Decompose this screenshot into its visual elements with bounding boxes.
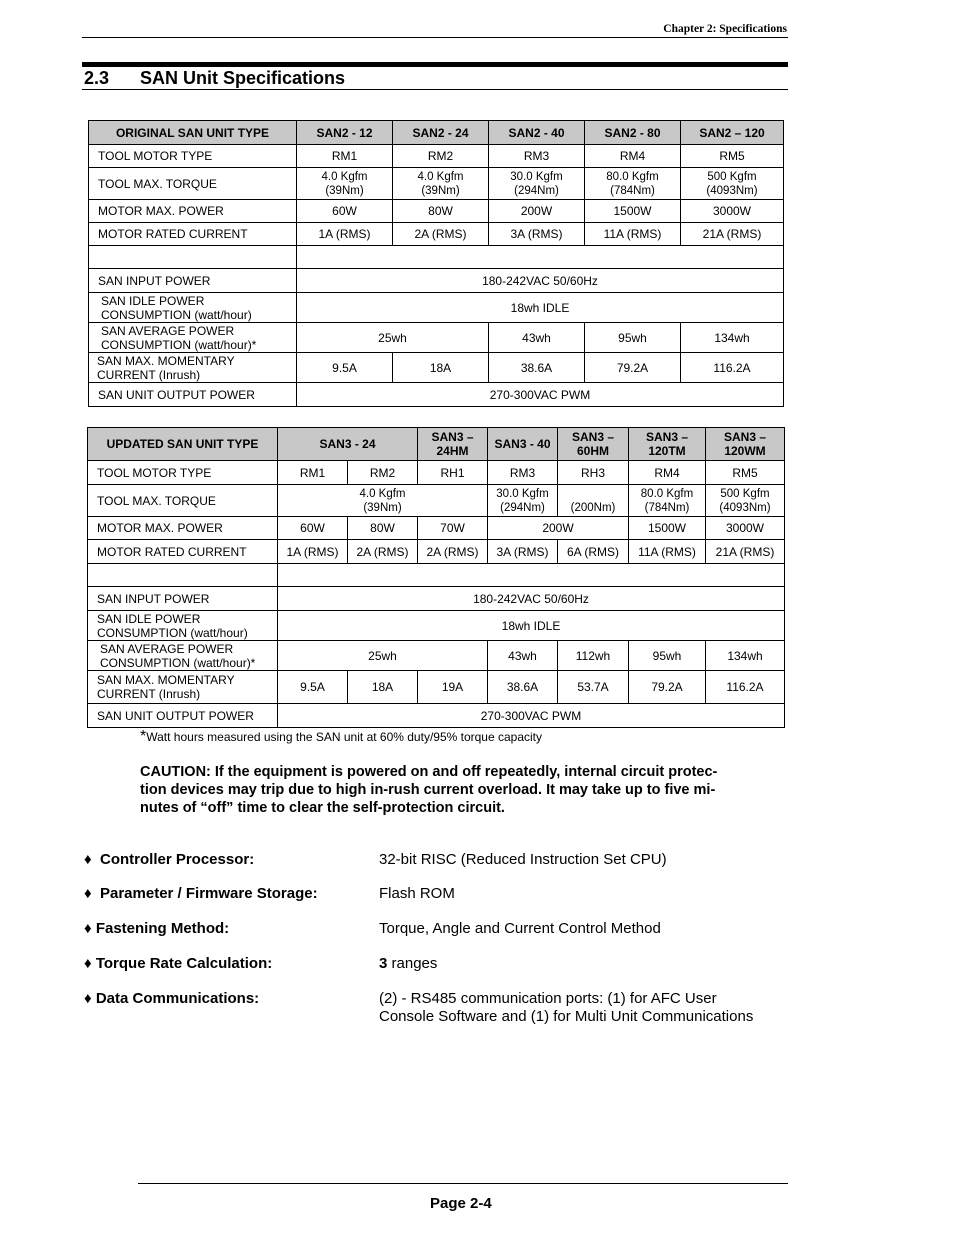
table-cell: 134wh: [706, 641, 785, 671]
table-cell: 2A (RMS): [418, 540, 488, 564]
header-cell: SAN2 - 12: [297, 121, 393, 145]
row-label: [89, 323, 297, 353]
cell-line: 4.0 Kgfm: [417, 170, 464, 183]
cell-line: 4.0 Kgfm: [321, 170, 368, 183]
empty-cell: [88, 564, 278, 587]
cell-line: 500 Kgfm: [720, 487, 770, 500]
header-cell: SAN2 - 24: [393, 121, 489, 145]
diamond-bullet-icon: ♦: [84, 920, 92, 937]
table-row: [88, 611, 785, 641]
table-cell: 116.2A: [681, 353, 784, 383]
row-label: [88, 611, 278, 641]
table-cell: 116.2A: [706, 671, 785, 704]
table-cell: RM3: [488, 461, 558, 485]
bullet-label: Data Communications:: [95, 990, 260, 1007]
table-cell: 95wh: [629, 641, 706, 671]
bullet-value-line: (2) - RS485 communication ports: (1) for AFC User: [379, 990, 717, 1007]
table-cell: 3A (RMS): [488, 540, 558, 564]
label-line: CURRENT (Inrush): [97, 367, 201, 382]
header-line: 120TM: [648, 444, 686, 458]
table-cell: RM1: [297, 145, 393, 168]
table-cell: 1500W: [585, 200, 681, 223]
table-cell: 21A (RMS): [681, 223, 784, 246]
table-cell: RM4: [585, 145, 681, 168]
table-cell: 60W: [297, 200, 393, 223]
table-cell: 200W: [489, 200, 585, 223]
table-cell: 180-242VAC 50/60Hz: [278, 587, 785, 611]
table-cell: [629, 485, 706, 517]
spacer-row: [88, 564, 785, 587]
bullet-value: [379, 955, 437, 972]
label-line: SAN MAX. MOMENTARY: [97, 673, 235, 687]
table-row: [89, 383, 784, 407]
table-cell: 1A (RMS): [297, 223, 393, 246]
header-cell: UPDATED SAN UNIT TYPE: [88, 428, 278, 461]
table-cell: RM2: [393, 145, 489, 168]
table-cell: 25wh: [297, 323, 489, 353]
row-label: SAN INPUT POWER: [88, 587, 278, 611]
cell-line: (4093Nm): [719, 501, 771, 514]
cell-line: (784Nm): [610, 184, 655, 197]
table-cell: 79.2A: [629, 671, 706, 704]
table-row: [89, 145, 784, 168]
section-rule: [82, 62, 788, 67]
empty-cell: [89, 246, 297, 269]
table-row: [89, 223, 784, 246]
table-cell: RM4: [629, 461, 706, 485]
table-cell: RM1: [278, 461, 348, 485]
table-row: [89, 323, 784, 353]
header-cell: [706, 428, 785, 461]
table-cell: 70W: [418, 517, 488, 540]
bullet-controller-processor: [84, 851, 254, 868]
header-rule: [82, 37, 788, 38]
table-cell: 43wh: [489, 323, 585, 353]
bullet-parameter-storage: [84, 885, 318, 902]
caution-line: CAUTION: If the equipment is powered on and off repeatedly, internal circuit protec-: [140, 764, 718, 780]
footnote: [140, 728, 542, 746]
header-cell: SAN2 - 80: [585, 121, 681, 145]
table-cell: [278, 485, 488, 517]
table-row: [88, 485, 785, 517]
bullet-label: Controller Processor:: [100, 851, 255, 868]
table-cell: 6A (RMS): [558, 540, 629, 564]
cell-line: 30.0 Kgfm: [510, 170, 563, 183]
cell-line: 500 Kgfm: [707, 170, 757, 183]
row-label: [88, 641, 278, 671]
bullet-value: Flash ROM: [379, 885, 455, 902]
table-cell: RM2: [348, 461, 418, 485]
table-cell: 18wh IDLE: [297, 293, 784, 323]
table-cell: [297, 168, 393, 200]
table-row: [88, 517, 785, 540]
label-line: SAN IDLE POWER: [101, 293, 205, 308]
row-label: SAN UNIT OUTPUT POWER: [88, 704, 278, 728]
table-row: [88, 704, 785, 728]
table-header-row: [88, 428, 785, 461]
table-row: [88, 461, 785, 485]
cell-line: (294Nm): [500, 501, 545, 514]
cell-line: 4.0 Kgfm: [359, 487, 406, 500]
diamond-bullet-icon: ♦: [84, 885, 92, 902]
row-label: MOTOR MAX. POWER: [89, 200, 297, 223]
page-number: Page 2-4: [430, 1195, 492, 1212]
table-row: [89, 269, 784, 293]
table-cell: RM5: [681, 145, 784, 168]
table-cell: 1500W: [629, 517, 706, 540]
cell-line: 30.0 Kgfm: [496, 487, 549, 500]
bullet-value: [379, 990, 753, 1026]
header-cell: [629, 428, 706, 461]
header-cell: SAN2 - 40: [489, 121, 585, 145]
row-label: TOOL MAX. TORQUE: [88, 485, 278, 517]
caution-line: tion devices may trip due to high in-rush current overload. It may take up to five mi-: [140, 782, 716, 798]
cell-line: (39Nm): [325, 184, 364, 197]
header-line: SAN3 –: [723, 430, 767, 444]
table-cell: 11A (RMS): [585, 223, 681, 246]
row-label: TOOL MAX. TORQUE: [89, 168, 297, 200]
table-row: [89, 200, 784, 223]
row-label: TOOL MOTOR TYPE: [89, 145, 297, 168]
label-line: CONSUMPTION (watt/hour)*: [101, 337, 257, 352]
table-cell: 19A: [418, 671, 488, 704]
spacer-row: [89, 246, 784, 269]
row-label: MOTOR MAX. POWER: [88, 517, 278, 540]
header-cell: ORIGINAL SAN UNIT TYPE: [89, 121, 297, 145]
table-cell: 18A: [348, 671, 418, 704]
table-cell: RM5: [706, 461, 785, 485]
label-line: SAN AVERAGE POWER: [100, 641, 234, 656]
table-cell: [489, 168, 585, 200]
label-line: SAN MAX. MOMENTARY: [97, 353, 235, 368]
table-cell: 43wh: [488, 641, 558, 671]
section-underline: [82, 89, 788, 90]
table-cell: 3A (RMS): [489, 223, 585, 246]
table-cell: 18wh IDLE: [278, 611, 785, 641]
updated-san-spec-table: [87, 427, 785, 728]
table-cell: 1A (RMS): [278, 540, 348, 564]
cell-line: (784Nm): [644, 501, 690, 514]
table-cell: 112wh: [558, 641, 629, 671]
table-cell: [706, 485, 785, 517]
row-label: MOTOR RATED CURRENT: [88, 540, 278, 564]
table-cell: 9.5A: [278, 671, 348, 704]
table-cell: 200W: [488, 517, 629, 540]
table-row: [88, 641, 785, 671]
table-cell: 38.6A: [488, 671, 558, 704]
footnote-text: Watt hours measured using the SAN unit at 60% duty/95% torque capacity: [146, 730, 543, 744]
label-line: CONSUMPTION (watt/hour)*: [100, 655, 256, 670]
header-line: SAN3 –: [645, 430, 689, 444]
original-san-spec-table: [88, 120, 784, 407]
bullet-value: Torque, Angle and Current Control Method: [379, 920, 661, 937]
cell-line: 80.0 Kgfm: [640, 487, 694, 500]
header-line: 120WM: [724, 444, 766, 458]
table-cell: RM3: [489, 145, 585, 168]
table-row: [88, 671, 785, 704]
table-cell: 80W: [348, 517, 418, 540]
section-number: 2.3: [84, 68, 110, 88]
table-cell: 2A (RMS): [393, 223, 489, 246]
empty-cell: [278, 564, 785, 587]
table-cell: 60W: [278, 517, 348, 540]
row-label: [89, 353, 297, 383]
table-cell: 2A (RMS): [348, 540, 418, 564]
cell-line: (294Nm): [514, 184, 559, 197]
footnote-marker: *: [140, 728, 147, 745]
header-cell: SAN2 – 120: [681, 121, 784, 145]
footer-rule: [138, 1183, 788, 1184]
table-cell: [393, 168, 489, 200]
bullet-value: 32-bit RISC (Reduced Instruction Set CPU): [379, 851, 667, 868]
bullet-torque-rate: [84, 955, 272, 972]
table-cell: 38.6A: [489, 353, 585, 383]
caution-line: nutes of “off” time to clear the self-protection circuit.: [140, 800, 505, 816]
table-row: [89, 353, 784, 383]
row-label: [88, 671, 278, 704]
table-cell: 3000W: [681, 200, 784, 223]
table-cell: RH1: [418, 461, 488, 485]
cell-line: 80.0 Kgfm: [606, 170, 659, 183]
table-cell: [488, 485, 558, 517]
bullet-label: Fastening Method:: [95, 920, 230, 937]
bullet-label: Torque Rate Calculation:: [95, 955, 273, 972]
cell-line: (200Nm): [570, 501, 616, 514]
label-line: SAN AVERAGE POWER: [101, 323, 235, 338]
label-line: SAN IDLE POWER: [97, 611, 201, 626]
header-cell: [418, 428, 488, 461]
table-cell: 21A (RMS): [706, 540, 785, 564]
row-label: MOTOR RATED CURRENT: [89, 223, 297, 246]
table-cell: [681, 168, 784, 200]
table-cell: 3000W: [706, 517, 785, 540]
table-row: [89, 168, 784, 200]
table-cell: 80W: [393, 200, 489, 223]
chapter-header: Chapter 2: Specifications: [663, 23, 787, 35]
table-cell: 18A: [393, 353, 489, 383]
cell-line: (39Nm): [363, 501, 402, 514]
label-line: CONSUMPTION (watt/hour): [97, 625, 248, 640]
bullet-value-text: ranges: [387, 955, 438, 972]
label-line: CONSUMPTION (watt/hour): [101, 307, 252, 322]
row-label: SAN INPUT POWER: [89, 269, 297, 293]
bullet-fastening-method: [84, 920, 229, 937]
table-cell: 134wh: [681, 323, 784, 353]
table-cell: 79.2A: [585, 353, 681, 383]
bullet-value-line: Console Software and (1) for Multi Unit Communications: [379, 1008, 754, 1025]
row-label: SAN UNIT OUTPUT POWER: [89, 383, 297, 407]
cell-line: (39Nm): [421, 184, 460, 197]
header-cell: SAN3 - 24: [278, 428, 418, 461]
table-cell: 11A (RMS): [629, 540, 706, 564]
table-row: [88, 540, 785, 564]
table-header-row: [89, 121, 784, 145]
bullet-value-bold: 3: [379, 955, 388, 972]
bullet-label: Parameter / Firmware Storage:: [100, 885, 318, 902]
bullet-data-communications: [84, 990, 259, 1007]
diamond-bullet-icon: ♦: [84, 851, 92, 868]
table-cell: RH3: [558, 461, 629, 485]
header-line: 24HM: [436, 444, 469, 458]
table-cell: 270-300VAC PWM: [278, 704, 785, 728]
header-line: 60HM: [576, 444, 609, 458]
caution-notice: [140, 763, 780, 817]
table-cell: 270-300VAC PWM: [297, 383, 784, 407]
table-cell: 95wh: [585, 323, 681, 353]
cell-line: (4093Nm): [706, 184, 758, 197]
row-label: [89, 293, 297, 323]
table-cell: 9.5A: [297, 353, 393, 383]
row-label: TOOL MOTOR TYPE: [88, 461, 278, 485]
table-row: [88, 587, 785, 611]
header-line: SAN3 –: [431, 430, 474, 444]
table-cell: 25wh: [278, 641, 488, 671]
table-row: [89, 293, 784, 323]
empty-cell: [297, 246, 784, 269]
table-cell: 180-242VAC 50/60Hz: [297, 269, 784, 293]
diamond-bullet-icon: ♦: [84, 955, 92, 972]
diamond-bullet-icon: ♦: [84, 990, 92, 1007]
header-cell: SAN3 - 40: [488, 428, 558, 461]
label-line: CURRENT (Inrush): [97, 687, 201, 701]
table-cell: [585, 168, 681, 200]
header-cell: [558, 428, 629, 461]
table-cell: [558, 485, 629, 517]
table-cell: 53.7A: [558, 671, 629, 704]
header-line: SAN3 –: [571, 430, 615, 444]
section-title: SAN Unit Specifications: [140, 68, 346, 88]
